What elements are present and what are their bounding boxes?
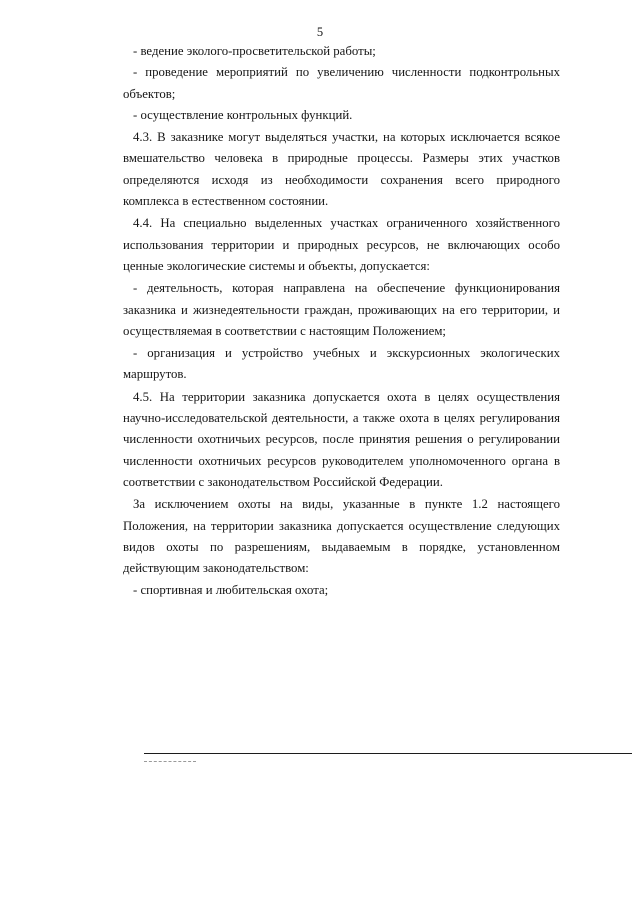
- list-item-control-functions: - осуществление контрольных функций.: [133, 107, 353, 122]
- paragraph-4-5: 4.5. На территории заказника допускается охота в целях осуществления научно-исследовательской деятельности, а также охота в целях регулирования численности охотничьих ресурсов, после принятия решения о регулировании численности охотничьих ресурсов руководителем уполномоченного органа в соответствии с законодательством Российской Федерации.: [123, 389, 560, 489]
- list-item-eco-routes: - организация и устройство учебных и экскурсионных экологических маршрутов.: [123, 346, 560, 382]
- paragraph-hunting-exception: За исключением охоты на виды, указанные в пункте 1.2 настоящего Положения, на территории заказника допускается осуществление следующих видов охоты по разрешениям, выдаваемым в порядке, установленном действующим законодательством:: [123, 497, 560, 576]
- list-item-sport-hunting: - спортивная и любительская охота;: [133, 583, 329, 598]
- list-item-population-measures: - проведение мероприятий по увеличению численности подконтрольных объектов;: [123, 65, 560, 101]
- footer-scan-mark: [144, 761, 196, 762]
- list-item-activity: - деятельность, которая направлена на обеспечение функционирования заказника и жизнедеятельности граждан, проживающих на его территории, и осуществляемая в соответствии с настоящим Положением;: [123, 281, 560, 338]
- footer-divider: [144, 753, 632, 754]
- paragraph-4-4: 4.4. На специально выделенных участках ограниченного хозяйственного использования территории и природных ресурсов, не включающих особо ценные экологические системы и объекты, допускается:: [123, 216, 560, 273]
- list-item-eco-education: - ведение эколого-просветительской работы;: [133, 44, 376, 58]
- page-number: 5: [316, 25, 324, 39]
- document-body: [123, 41, 560, 602]
- paragraph-4-3: 4.3. В заказнике могут выделяться участки, на которых исключается всякое вмешательство человека в природные процессы. Размеры этих участков определяются исходя из необходимости сохранения всего природного комплекса в естественном состоянии.: [123, 130, 560, 209]
